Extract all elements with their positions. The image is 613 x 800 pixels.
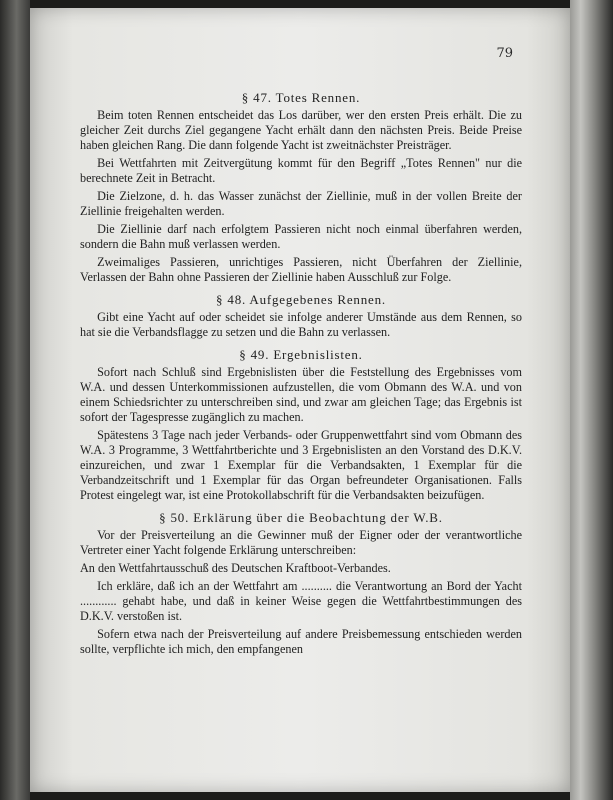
paragraph: Zweimaliges Passieren, unrichtiges Passieren, nicht Überfahren der Ziellinie, Verlassen der Bahn ohne Passieren der Ziellinie haben Ausschluß zur Folge.	[80, 255, 522, 284]
paragraph: Spätestens 3 Tage nach jeder Verbands- oder Gruppenwettfahrt sind vom Obmann des W.A. 3 Programme, 3 Wettfahrtberichte und 3 Ergebnislisten an den Vorstand des D.K.V. einzureichen, und zwar 1 Exemplar für die Verbandsakten, 1 Exemplar für die Verbandzeitschrift und 1 Exemplar für das Organ befreundeter Organisationen. Falls Protest eingelegt war, ist eine Protokollabschrift für die Verbandsakten beizufügen.	[80, 428, 522, 502]
paragraph: Sofort nach Schluß sind Ergebnislisten über die Feststellung des Ergebnisses vom W.A. und dessen Unterkommissionen aufzustellen, die vom Obmann des W.A. und von einem Schiedsrichter zu unterschreiben sind, und zwar am gleichen Tage; das Ergebnis ist sofort der Tagespresse zugänglich zu machen.	[80, 365, 522, 424]
page-content	[80, 90, 522, 660]
section-heading-47: § 47. Totes Rennen.	[241, 90, 361, 105]
section-heading-48: § 48. Aufgegebenes Rennen.	[216, 292, 386, 307]
book-spine-edge	[0, 0, 30, 800]
paragraph: Sofern etwa nach der Preisverteilung auf andere Preisbemessung entschieden werden sollte, verpflichte ich mich, den empfangenen	[80, 627, 522, 656]
section-heading-50: § 50. Erklärung über die Beobachtung der W.B.	[159, 510, 443, 525]
paragraph: Beim toten Rennen entscheidet das Los darüber, wer den ersten Preis erhält. Die zu gleicher Zeit durchs Ziel gegangene Yacht erhält dann den nächsten Preis. Beide Preise haben gleichen Rang. Die dann folgende Yacht ist zweitnächster Preisträger.	[80, 108, 522, 152]
book-page	[30, 8, 570, 792]
paragraph: An den Wettfahrtausschuß des Deutschen Kraftboot-Verbandes.	[80, 561, 391, 575]
paragraph: Die Ziellinie darf nach erfolgtem Passieren nicht noch einmal überfahren werden, sondern die Bahn muß verlassen werden.	[80, 222, 522, 251]
paragraph: Die Zielzone, d. h. das Wasser zunächst der Ziellinie, muß in der vollen Breite der Ziellinie freigehalten werden.	[80, 189, 522, 218]
section-heading-49: § 49. Ergebnislisten.	[239, 347, 363, 362]
page-number: 79	[496, 46, 513, 61]
paragraph: Gibt eine Yacht auf oder scheidet sie infolge anderer Umstände aus dem Rennen, so hat sie die Verbandsflagge zu setzen und die Bahn zu verlassen.	[80, 310, 522, 339]
paragraph: Ich erkläre, daß ich an der Wettfahrt am .......... die Verantwortung an Bord der Yacht ............ gehabt habe, und daß in keiner Weise gegen die Wettfahrtbestimmungen des D.K.V. verstoßen ist.	[80, 579, 522, 623]
book-page-stack-edge	[570, 0, 613, 800]
paragraph: Vor der Preisverteilung an die Gewinner muß der Eigner oder der verantwortliche Vertreter einer Yacht folgende Erklärung unterschreiben:	[80, 528, 522, 557]
paragraph: Bei Wettfahrten mit Zeitvergütung kommt für den Begriff „Totes Rennen" nur die berechnete Zeit in Betracht.	[80, 156, 522, 185]
